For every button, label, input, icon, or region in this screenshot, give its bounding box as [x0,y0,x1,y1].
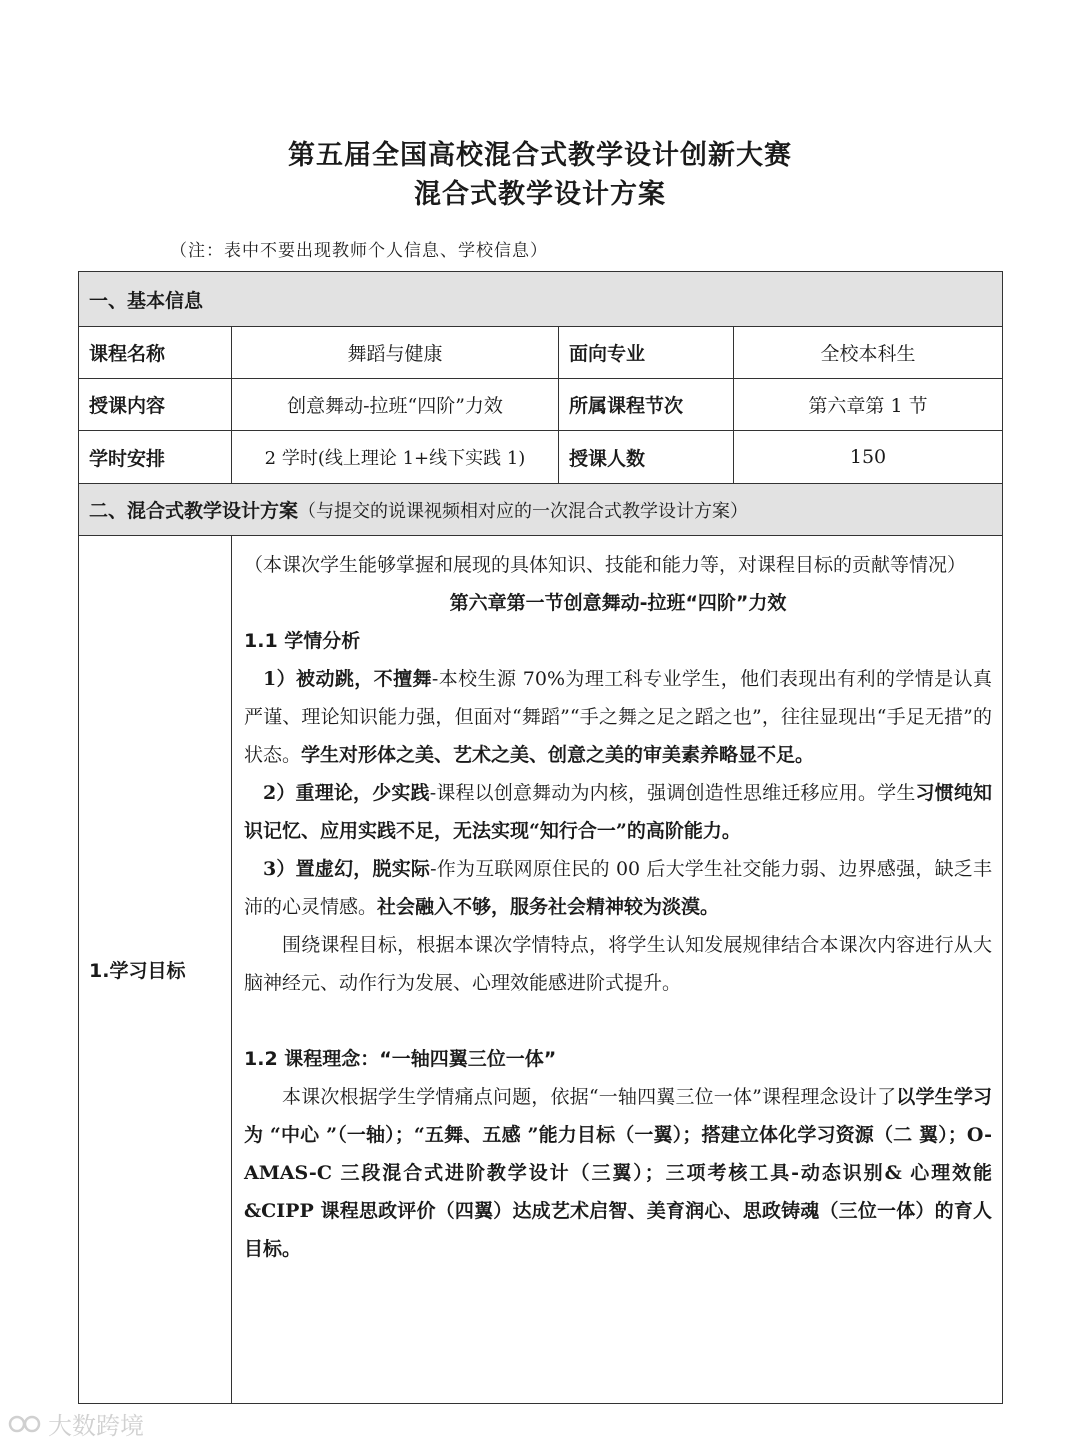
design-form-table [78,271,1003,1404]
section-heading: 1.1 学情分析 [244,630,361,652]
section-title: 二、混合式教学设计方案 [89,500,299,522]
goal-content-cell [232,536,1003,1404]
paragraph [244,850,992,926]
content-value: 创意舞动-拉班“四阶”力效 [232,379,559,431]
table-row [79,327,1003,379]
paragraph-emphasis: 以学生学习为 “中心 ”（一轴）；“五舞、五感 ”能力目标（一翼）；搭建立体化学习资源（二 翼）；O-AMAS-C 三段混合式进阶教学设计（三翼）；三项考核工具-动态识别& 心理效能&CIPP 课程思政评价（四翼）达成艺术启智、美育润心、思政铸魂（三位一体）的育人目标。 [244,1086,993,1260]
content-label: 授课内容 [79,379,232,431]
watermark [8,1406,144,1441]
paragraph-text: -作为互联网原住民的 00 后大学生社交能力弱、边界感强，缺乏丰沛的心灵情感。 [244,858,992,918]
section-basic-info [79,272,1003,327]
course-name-value: 舞蹈与健康 [232,327,559,379]
hours-label: 学时安排 [79,431,232,484]
table-row [79,431,1003,484]
paragraph-emphasis: 学生对形体之美、艺术之美、创意之美的审美素养略显不足。 [301,744,815,766]
paragraph [244,660,992,774]
hours-value: 2 学时(线上理论 1+线下实践 1) [232,431,559,484]
section-row [79,484,1003,536]
students-value: 150 [734,431,1003,484]
watermark-text: 大数跨境 [48,1412,144,1440]
students-label: 授课人数 [559,431,734,484]
paragraph-lead: 3）置虚幻，脱实际 [263,858,431,880]
goal-intro: （本课次学生能够掌握和展现的具体知识、技能和能力等，对课程目标的贡献等情况） [244,554,967,576]
chapter-value: 第六章第 1 节 [734,379,1003,431]
paragraph-text: -课程以创意舞动为内核，强调创造性思维迁移应用。学生 [429,782,916,804]
paragraph [244,1078,992,1268]
paragraph-text: 本课次根据学生学情痛点问题，依据“一轴四翼三位一体”课程理念设计了 [282,1086,897,1108]
paragraph-emphasis: 习惯纯知识记忆、应用实践不足，无法实现“知行合一”的高阶能力。 [244,782,993,842]
section-subtitle: （与提交的说课视频相对应的一次混合式教学设计方案） [298,501,749,522]
document-title: 第五届全国高校混合式教学设计创新大赛 [288,140,792,171]
chapter-label: 所属课程节次 [559,379,734,431]
paragraph-lead: 2）重理论，少实践 [263,782,430,804]
major-value: 全校本科生 [734,327,1003,379]
goal-label: 1.学习目标 [79,536,232,1404]
section-row [79,272,1003,327]
section-design-plan [79,484,1003,536]
paragraph-text: -本校生源 70%为理工科专业学生，他们表现出有利的学情是认真严谨、理论知识能力强，但面对“舞蹈”“手之舞之足之蹈之也”，往往显现出“手足无措”的状态。 [244,668,993,766]
spacer [244,1002,992,1040]
section-title: 一、基本信息 [89,289,204,312]
table-row [79,536,1003,1404]
paragraph-emphasis: 社会融入不够，服务社会精神较为淡漠。 [377,896,720,918]
major-label: 面向专业 [559,327,734,379]
paragraph [244,774,992,850]
paragraph-lead: 1）被动跳，不擅舞 [263,668,432,690]
watermark-logo-icon [8,1412,42,1436]
course-name-label: 课程名称 [79,327,232,379]
document-subtitle: 混合式教学设计方案 [414,179,666,210]
paragraph: 围绕课程目标，根据本课次学情特点，将学生认知发展规律结合本课次内容进行从大脑神经元、动作行为发展、心理效能感进阶式提升。 [244,934,993,994]
goal-heading: 第六章第一节创意舞动-拉班“四阶”力效 [449,592,787,614]
table-row [79,379,1003,431]
section-heading: 1.2 课程理念：“一轴四翼三位一体” [244,1048,557,1070]
document-note: （注：表中不要出现教师个人信息、学校信息） [170,241,548,261]
